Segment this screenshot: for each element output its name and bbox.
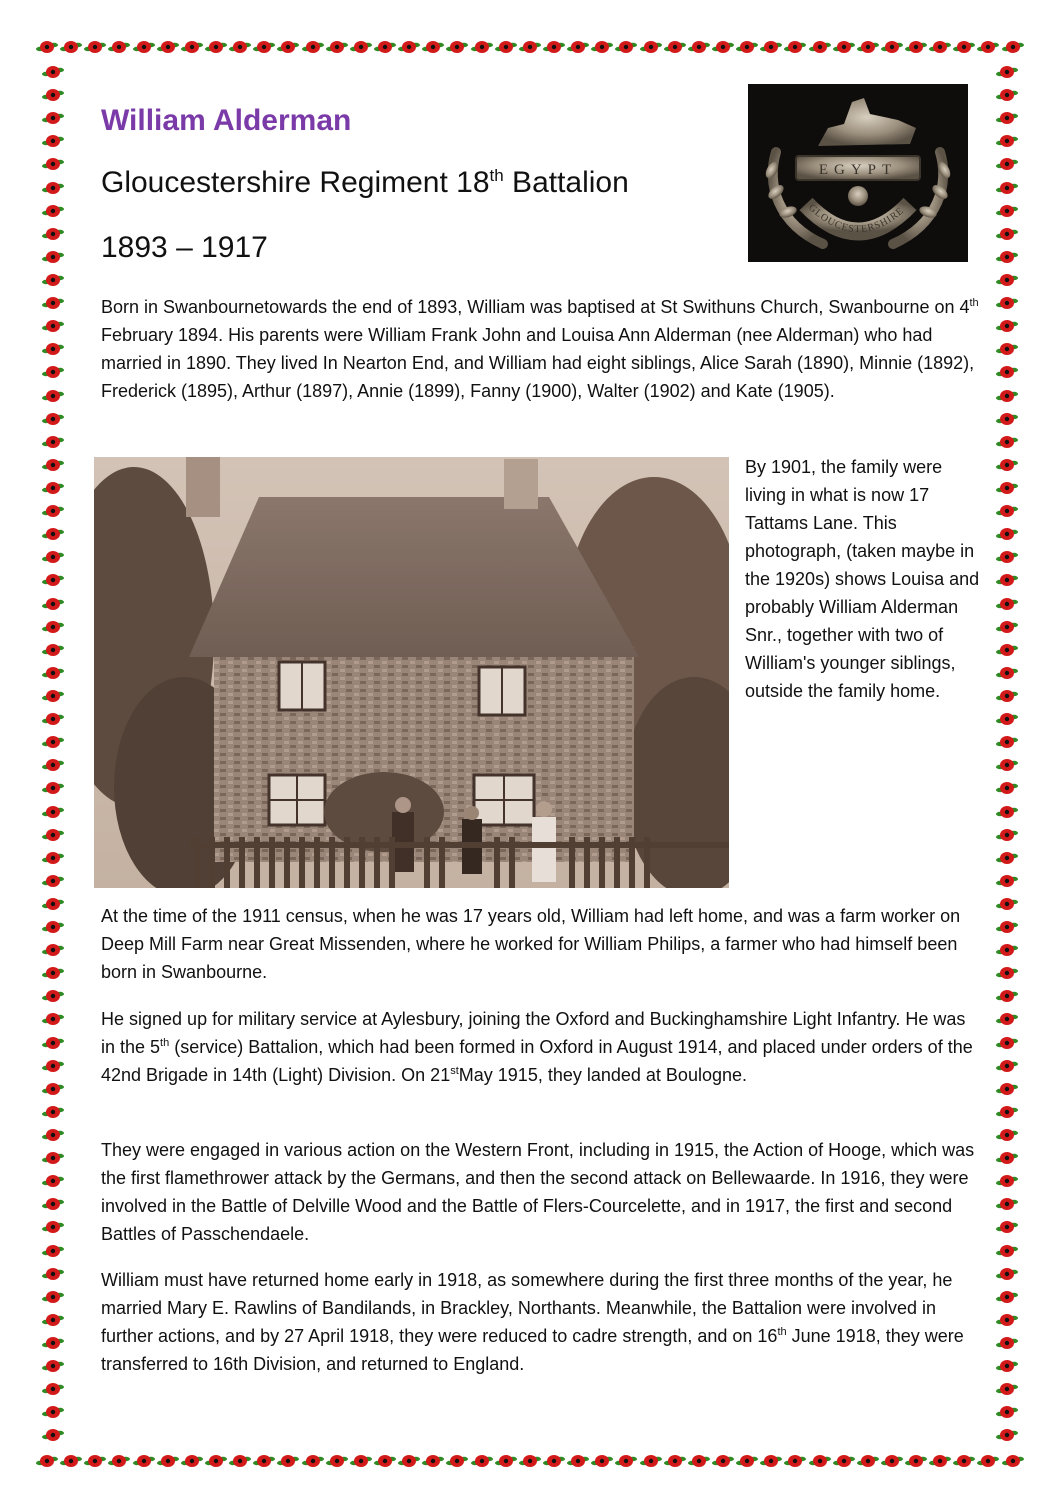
poppy-icon [567,37,589,57]
poppy-icon [60,37,82,57]
poppy-icon [996,1310,1018,1330]
poppy-icon [42,1056,64,1076]
poppy-icon [996,1079,1018,1099]
poppy-icon [996,339,1018,359]
poppy-icon [42,940,64,960]
poppy-icon [996,1148,1018,1168]
poppy-icon [42,339,64,359]
poppy-icon [996,1194,1018,1214]
poppy-icon [857,37,879,57]
poppy-icon [42,570,64,590]
poppy-icon [495,1451,517,1471]
poppy-icon [36,37,58,57]
poppy-icon [42,201,64,221]
page-title: William Alderman [101,104,352,137]
poppy-icon [350,37,372,57]
poppy-icon [519,1451,541,1471]
poppy-icon [42,1356,64,1376]
poppy-icon [996,316,1018,336]
poppy-icon [809,1451,831,1471]
poppy-icon [42,802,64,822]
poppy-icon [42,871,64,891]
poppy-icon [996,663,1018,683]
poppy-icon [996,154,1018,174]
badge-ring-text: GLOUCESTERSHIRE [806,202,907,236]
poppy-icon [42,1379,64,1399]
poppy-icon [615,1451,637,1471]
poppy-icon [326,37,348,57]
census-paragraph: At the time of the 1911 census, when he was 17 years old, William had left home, and was a farm worker on Deep Mill Farm near Great Missenden, where he worked for William Philips, a farmer who had himself been born in Swanbourne. [101,906,961,982]
family-home-photo-icon [94,457,729,888]
poppy-icon [996,201,1018,221]
poppy-icon [42,154,64,174]
poppy-icon [664,1451,686,1471]
badge-scroll-text: EGYPT [818,162,898,178]
poppy-icon [1002,37,1024,57]
poppy-icon [996,917,1018,937]
poppy-icon [996,1125,1018,1145]
poppy-icon [42,986,64,1006]
poppy-icon [42,224,64,244]
poppy-icon [996,871,1018,891]
poppy-icon [42,1217,64,1237]
poppy-icon [157,37,179,57]
poppy-icon [374,37,396,57]
poppy-icon [42,270,64,290]
poppy-icon [42,663,64,683]
poppy-icon [929,37,951,57]
poppy-icon [42,108,64,128]
poppy-icon [996,1056,1018,1076]
enlistment-text-c: May 1915, they landed at Boulogne. [458,1065,747,1085]
poppy-icon [519,37,541,57]
enlistment-text-a: He signed up for military service at Aylesbury, joining the Oxford and Buckinghamshire Light Infantry. He was in the 5 [101,1009,966,1057]
poppy-icon [42,432,64,452]
poppy-icon [996,524,1018,544]
poppy-icon [905,1451,927,1471]
poppy-icon [422,37,444,57]
poppy-icon [398,1451,420,1471]
poppy-icon [996,940,1018,960]
poppy-icon [42,1402,64,1422]
poppy-icon [996,1333,1018,1353]
poppy-icon [42,1194,64,1214]
poppy-icon [42,1310,64,1330]
intro-ordinal: th [969,297,979,309]
poppy-icon [42,848,64,868]
poppy-icon [996,732,1018,752]
poppy-icon [591,37,613,57]
poppy-icon [996,409,1018,429]
poppy-icon [1002,1451,1024,1471]
intro-text-b: February 1894. His parents were William Frank John and Louisa Ann Alderman (nee Alderman) who had married in 1890. They lived In Nearton End, and William had eight siblings, Alice Sarah (1890), Minnie (1892), Frederick (1895), Arthur (1897), Annie (1899), Fanny (1900), Walter (1902) and Kate (1905). [101,325,975,401]
poppy-icon [996,478,1018,498]
poppy-icon [42,1102,64,1122]
photo-caption: By 1901, the family were living in what is now 17 Tattams Lane. This photograph, (taken maybe in the 1920s) shows Louisa and probably William Alderman Snr., together with two of William's younger siblings, outside the family home. [745,457,980,701]
poppy-icon [760,37,782,57]
poppy-icon [42,293,64,313]
poppy-icon [996,362,1018,382]
poppy-icon [42,247,64,267]
poppy-icon [996,178,1018,198]
poppy-icon [857,1451,879,1471]
poppy-icon [953,37,975,57]
poppy-icon [996,1171,1018,1191]
return-text-a: William must have returned home early in 1918, as somewhere during the first three months of the year, he married Mary E. Rawlins of Bandilands, in Brackley, Northants. Meanwhile, the Battalion were involved in further actions, and by 27 April 1918, they were reduced to cadre strength, and on 16 [101,1270,953,1346]
poppy-icon [591,1451,613,1471]
poppy-icon [996,1287,1018,1307]
poppy-icon [664,37,686,57]
poppy-icon [784,1451,806,1471]
poppy-icon [42,709,64,729]
poppy-icon [996,547,1018,567]
enlistment-text-b: (service) Battalion, which had been formed in Oxford in August 1914, and placed under orders of the 42nd Brigade in 14th (Light) Division. On 21 [101,1037,973,1085]
poppy-icon [42,1171,64,1191]
poppy-icon [996,894,1018,914]
poppy-icon [996,640,1018,660]
poppy-icon [253,1451,275,1471]
poppy-icon [108,1451,130,1471]
poppy-icon [543,1451,565,1471]
poppy-icon [42,386,64,406]
poppy-icon [996,986,1018,1006]
poppy-icon [996,755,1018,775]
poppy-icon [205,37,227,57]
poppy-icon [996,224,1018,244]
poppy-icon [229,1451,251,1471]
poppy-icon [996,432,1018,452]
poppy-icon [784,37,806,57]
poppy-icon [809,37,831,57]
poppy-icon [881,1451,903,1471]
regiment-prefix: Gloucestershire Regiment 18 [101,166,490,199]
poppy-icon [302,37,324,57]
cap-badge-image [748,84,968,262]
poppy-icon [157,1451,179,1471]
poppy-icon [640,37,662,57]
poppy-icon [996,62,1018,82]
poppy-icon [42,963,64,983]
poppy-icon [712,1451,734,1471]
poppy-icon [996,270,1018,290]
poppy-icon [446,1451,468,1471]
poppy-icon [302,1451,324,1471]
poppy-icon [108,37,130,57]
poppy-border-bottom [36,1446,1024,1476]
poppy-icon [42,1287,64,1307]
poppy-icon [42,524,64,544]
poppy-icon [205,1451,227,1471]
poppy-icon [42,1079,64,1099]
poppy-icon [495,37,517,57]
enlistment-paragraph [101,1005,981,1089]
poppy-icon [398,37,420,57]
intro-paragraph [101,293,981,405]
poppy-icon [833,1451,855,1471]
western-front-paragraph: They were engaged in various action on the Western Front, including in 1915, the Action of Hooge, which was the first flamethrower attack by the Germans, and then the second attack on Bellewaarde. In 1916, they were involved in the Battle of Delville Wood and the Battle of Flers-Courcelette, and in 1917, the first and second Battles of Passchendaele. [101,1140,975,1244]
poppy-icon [996,825,1018,845]
poppy-icon [996,570,1018,590]
poppy-icon [181,37,203,57]
return-text-b: June 1918, they were transferred to 16th Division, and returned to England. [101,1326,964,1374]
poppy-icon [374,1451,396,1471]
poppy-icon [42,1125,64,1145]
poppy-icon [42,455,64,475]
poppy-icon [422,1451,444,1471]
poppy-icon [42,755,64,775]
regiment-heading [101,166,629,200]
poppy-icon [736,1451,758,1471]
poppy-icon [42,131,64,151]
poppy-icon [996,1009,1018,1029]
poppy-icon [42,85,64,105]
poppy-icon [996,1102,1018,1122]
poppy-icon [42,778,64,798]
poppy-icon [181,1451,203,1471]
poppy-icon [471,37,493,57]
poppy-icon [996,963,1018,983]
poppy-icon [471,1451,493,1471]
poppy-icon [977,37,999,57]
poppy-icon [996,617,1018,637]
poppy-icon [567,1451,589,1471]
return-home-paragraph [101,1266,981,1378]
poppy-icon [996,386,1018,406]
poppy-icon [996,1241,1018,1261]
poppy-icon [229,37,251,57]
poppy-icon [953,1451,975,1471]
poppy-icon [736,37,758,57]
poppy-icon [996,1356,1018,1376]
poppy-icon [42,316,64,336]
poppy-icon [996,85,1018,105]
poppy-icon [996,848,1018,868]
poppy-icon [133,1451,155,1471]
poppy-icon [712,37,734,57]
poppy-icon [42,501,64,521]
poppy-icon [881,37,903,57]
poppy-icon [446,37,468,57]
poppy-border-left [38,62,68,1446]
poppy-icon [42,178,64,198]
poppy-icon [760,1451,782,1471]
poppy-icon [996,131,1018,151]
regiment-suffix: Battalion [503,166,629,199]
poppy-icon [996,1033,1018,1053]
poppy-icon [42,547,64,567]
poppy-icon [326,1451,348,1471]
poppy-icon [688,1451,710,1471]
poppy-icon [42,1264,64,1284]
poppy-icon [42,1425,64,1445]
poppy-icon [42,1148,64,1168]
cap-badge-icon [748,84,968,262]
poppy-icon [42,825,64,845]
regiment-ordinal: th [489,166,504,185]
poppy-icon [996,501,1018,521]
poppy-icon [996,1379,1018,1399]
return-ordinal: th [777,1326,787,1338]
poppy-icon [84,1451,106,1471]
poppy-icon [42,1033,64,1053]
poppy-icon [905,37,927,57]
poppy-icon [543,37,565,57]
poppy-icon [42,594,64,614]
poppy-icon [42,732,64,752]
poppy-icon [929,1451,951,1471]
poppy-icon [84,37,106,57]
poppy-border-right [992,62,1022,1446]
poppy-icon [60,1451,82,1471]
poppy-icon [42,1333,64,1353]
poppy-icon [833,37,855,57]
poppy-icon [133,37,155,57]
enlistment-ordinal-1: th [160,1037,170,1049]
poppy-icon [977,1451,999,1471]
poppy-icon [996,293,1018,313]
poppy-icon [277,1451,299,1471]
poppy-icon [996,802,1018,822]
poppy-icon [996,1425,1018,1445]
poppy-icon [42,1009,64,1029]
poppy-icon [996,709,1018,729]
poppy-border-top [36,32,1024,62]
poppy-icon [640,1451,662,1471]
poppy-icon [996,778,1018,798]
poppy-icon [996,108,1018,128]
poppy-icon [996,686,1018,706]
poppy-icon [42,362,64,382]
poppy-icon [42,409,64,429]
poppy-icon [42,617,64,637]
poppy-icon [996,1217,1018,1237]
poppy-icon [277,37,299,57]
life-dates: 1893 – 1917 [101,231,268,264]
poppy-icon [36,1451,58,1471]
poppy-icon [996,247,1018,267]
poppy-icon [42,894,64,914]
poppy-icon [42,640,64,660]
poppy-icon [42,62,64,82]
enlistment-ordinal-2: st [450,1065,459,1077]
poppy-icon [996,1264,1018,1284]
poppy-icon [688,37,710,57]
poppy-icon [350,1451,372,1471]
poppy-icon [42,478,64,498]
poppy-icon [615,37,637,57]
poppy-icon [42,1241,64,1261]
intro-text-a: Born in Swanbournetowards the end of 1893, William was baptised at St Swithuns Church, Swanbourne on 4 [101,297,970,317]
poppy-icon [42,917,64,937]
family-home-photo [94,457,729,888]
poppy-icon [996,1402,1018,1422]
poppy-icon [253,37,275,57]
poppy-icon [996,594,1018,614]
poppy-icon [996,455,1018,475]
poppy-icon [42,686,64,706]
